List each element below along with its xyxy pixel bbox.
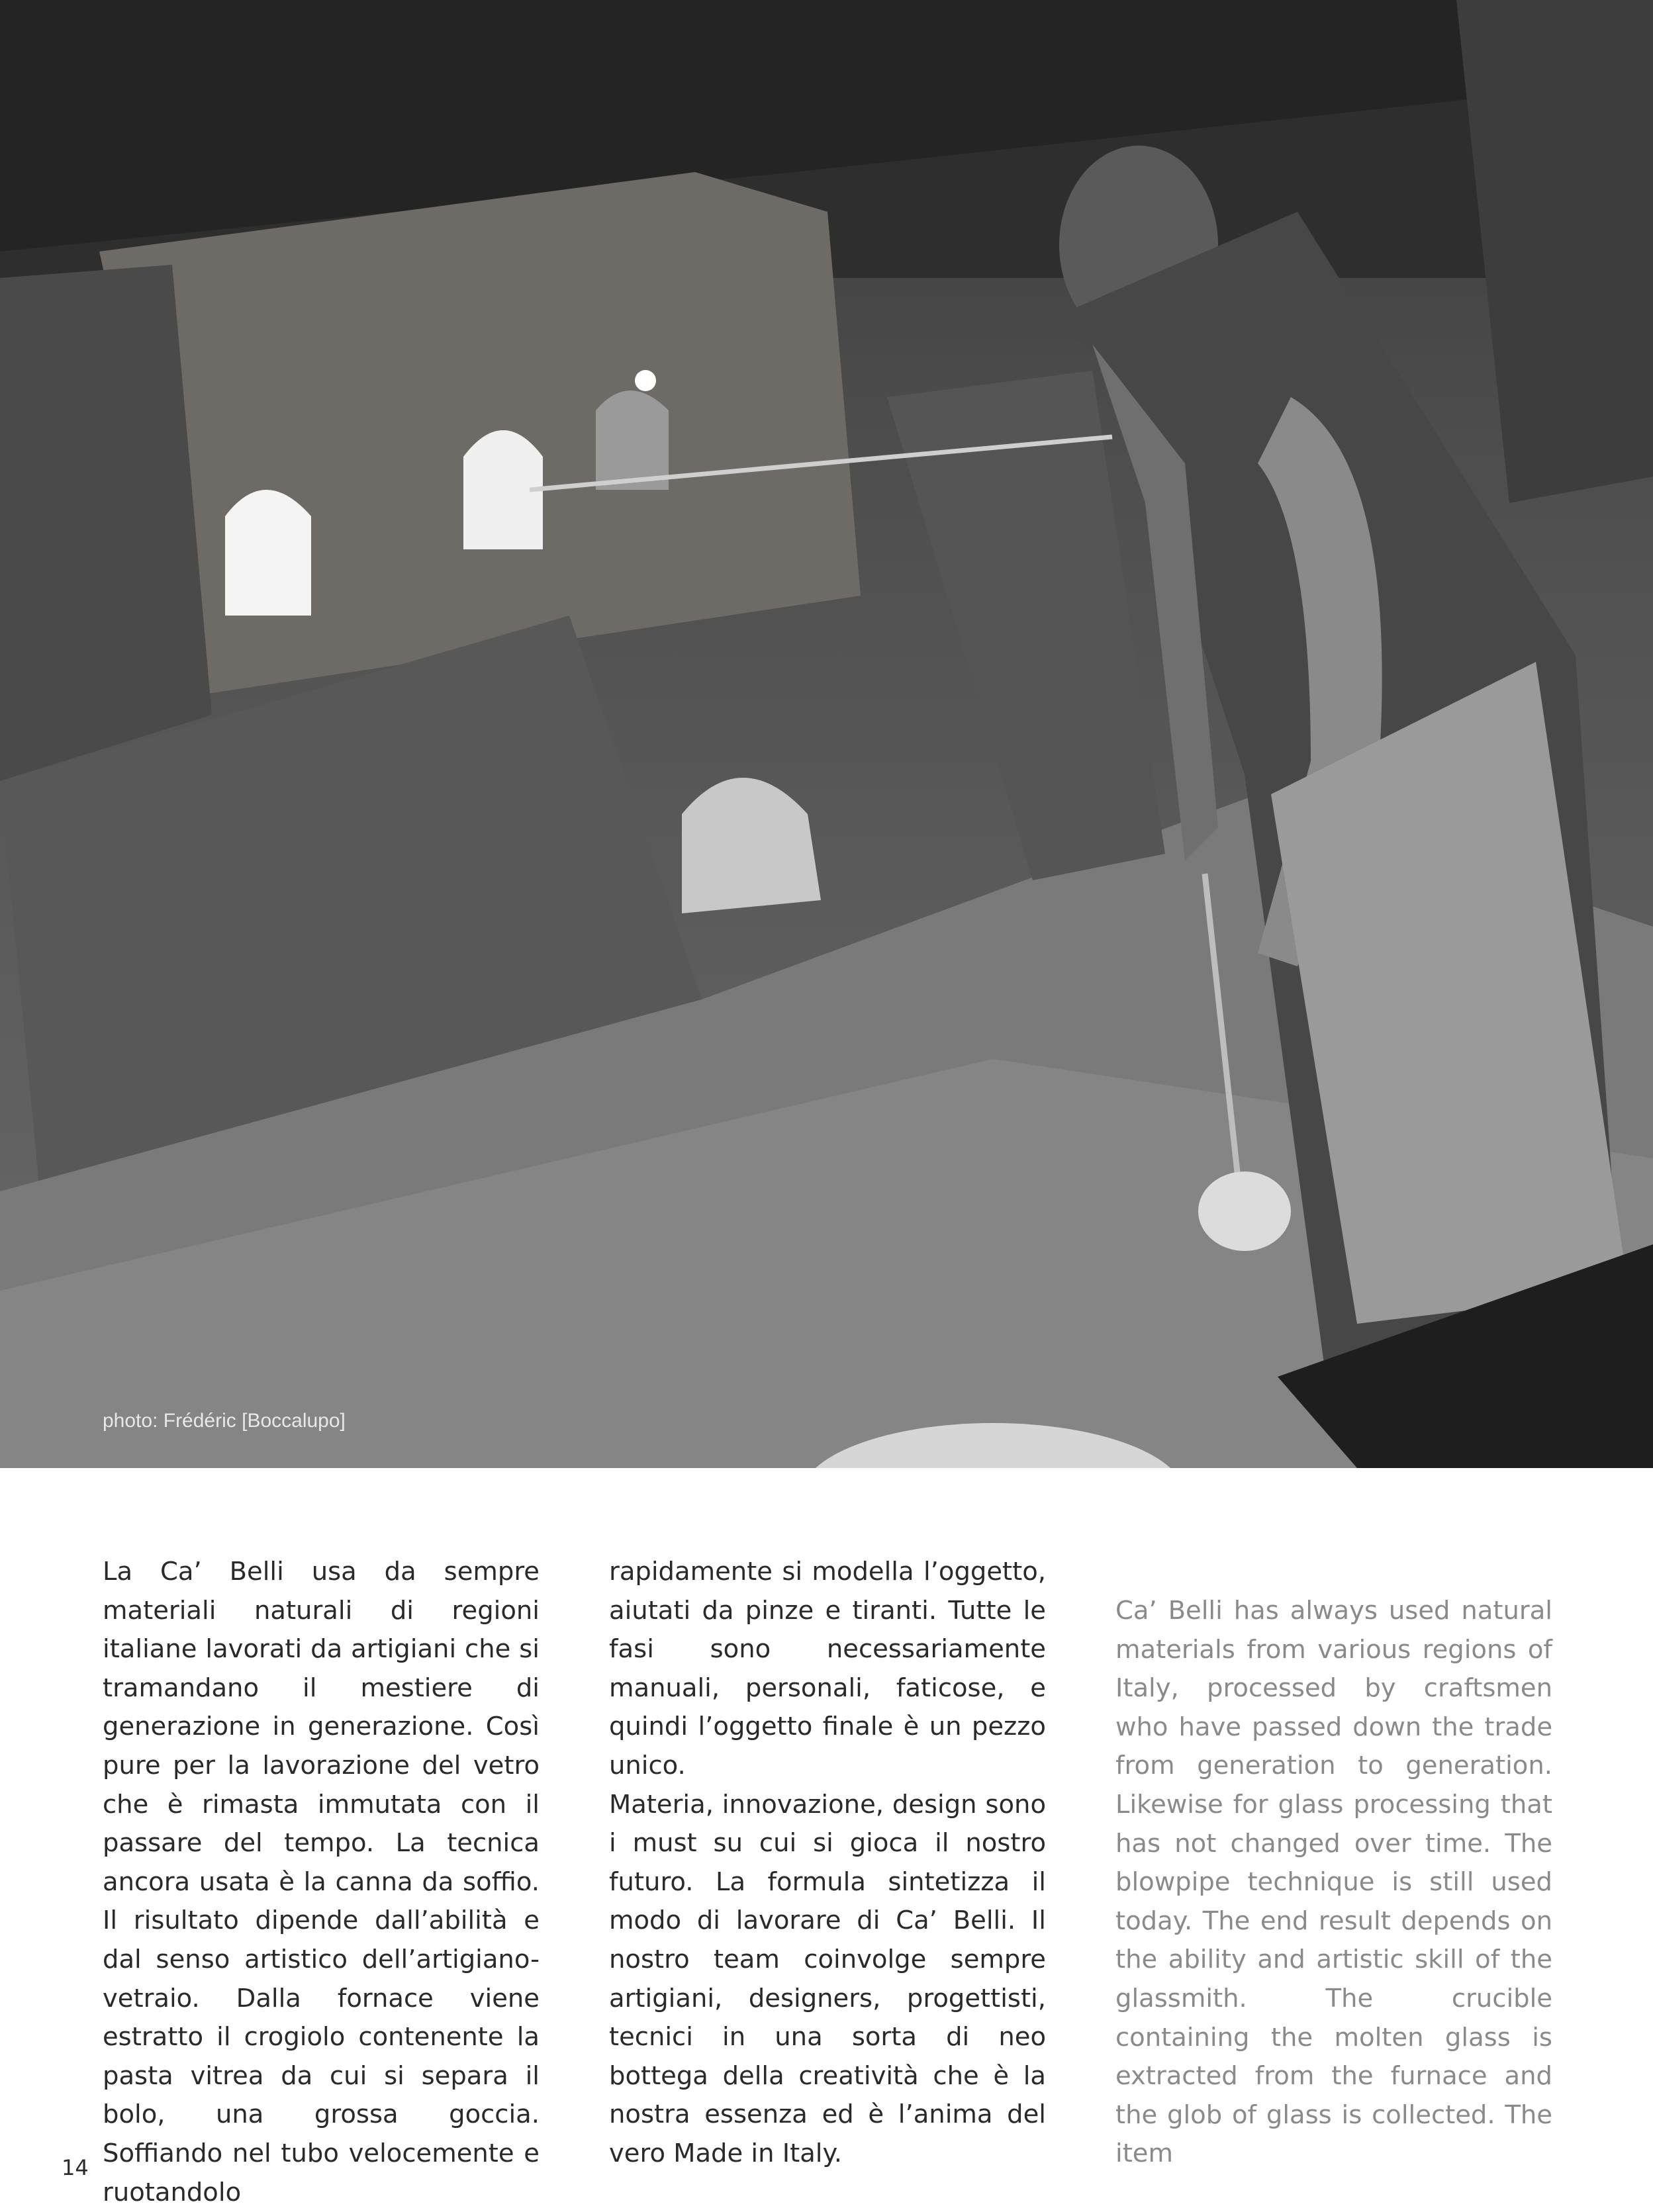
italian-paragraph: La Ca’ Belli usa da sempre materiali naturali di regioni italiane lavorati da artigiani che si tramandano il mestiere di generazione in generazione. Così pure per la lavorazione del vetro che è rimasta immutata con il passare del tempo. La tecnica ancora usata è la canna da soffio. Il risultato dipende dall’abilità e dal senso artistico dell’artigiano-vetraio. Dalla fornace viene estratto il crogiolo contenente la pasta vitrea da cui si separa il bolo, una grossa goccia. Soffiando nel tubo velocemente e ruotandolo xyxy=(103,1557,540,2207)
english-text-column xyxy=(1115,1592,1552,2174)
photo-caption: photo: Frédéric [Boccalupo] xyxy=(103,1410,346,1432)
english-paragraph: Ca’ Belli has always used natural materials from various regions of Italy, processed by craftsmen who have passed down the trade from generation to generation. Likewise for glass processing that has not changed over time. The blowpipe technique is still used today. The end result depends on the ability and artistic skill of the glassmith. The crucible containing the molten glass is extracted from the furnace and the glob of glass is collected. The item xyxy=(1115,1596,1552,2169)
italian-text-column-2 xyxy=(609,1553,1046,2174)
italian-paragraph: rapidamente si modella l’oggetto, aiutati da pinze e tiranti. Tutte le fasi sono necessariamente manuali, personali, faticose, e quindi l’oggetto finale è un pezzo unico. xyxy=(609,1557,1046,1780)
italian-text-column-1 xyxy=(103,1553,540,2212)
italian-paragraph: Materia, innovazione, design sono i must su cui si gioca il nostro futuro. La formula sintetizza il modo di lavorare di Ca’ Belli. Il nostro team coinvolge sempre artigiani, designers, progettisti, tecnici in una sorta di neo bottega della creatività che è la nostra essenza ed è l’anima del vero Made in Italy. xyxy=(609,1789,1046,2168)
page-number: 14 xyxy=(62,2155,89,2180)
